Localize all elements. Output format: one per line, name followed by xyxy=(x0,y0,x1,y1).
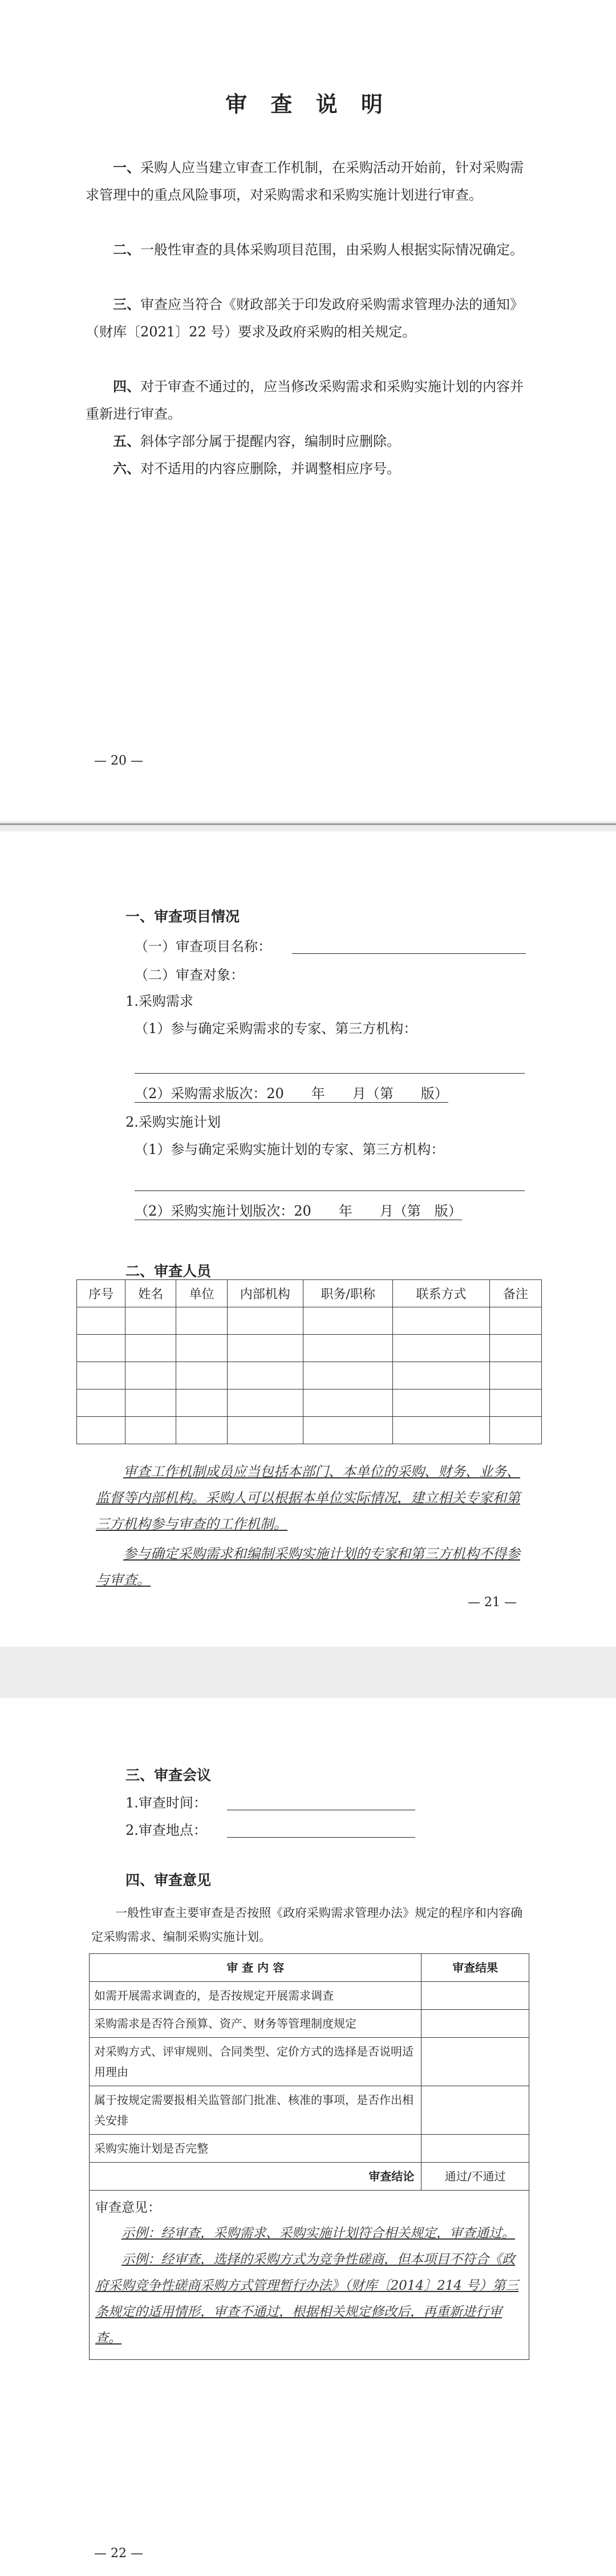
table-header: 职务/职称 xyxy=(303,1280,392,1307)
review-time-label: 1.审查时间： xyxy=(125,1795,207,1811)
table-header: 备注 xyxy=(489,1280,541,1307)
page-3 xyxy=(0,1698,616,2576)
table-header: 审查结果 xyxy=(422,1954,529,1982)
section-heading: 一、审查项目情况 xyxy=(125,908,240,925)
item-number: 三、 xyxy=(113,296,140,312)
review-item: 采购需求是否符合预算、资产、财务等管理制度规定 xyxy=(90,2010,422,2038)
table-row[interactable] xyxy=(77,1417,542,1444)
instruction-item-3 xyxy=(86,291,530,346)
requirement-experts-field[interactable] xyxy=(135,1073,525,1074)
table-row[interactable] xyxy=(90,2135,529,2163)
page-title: 审 查 说 明 xyxy=(225,91,391,117)
page-number: — 21 — xyxy=(468,1595,517,1610)
table-row[interactable] xyxy=(77,1307,542,1335)
table-row[interactable] xyxy=(90,2010,529,2038)
item-number: 六、 xyxy=(113,460,140,477)
item-number: 四、 xyxy=(113,378,140,395)
requirement-experts-label: （1）参与确定采购需求的专家、第三方机构： xyxy=(135,1021,418,1037)
requirement-version-text: （2）采购需求版次：20 年 月（第 版） xyxy=(135,1082,448,1103)
page-1 xyxy=(0,0,616,821)
item-number: 一、 xyxy=(113,159,140,176)
page-divider xyxy=(0,823,616,825)
table-header: 审 查 内 容 xyxy=(90,1954,422,1982)
reminder-note: 参与确定采购需求和编制采购实施计划的专家和第三方机构不得参与审查。 xyxy=(96,1546,520,1588)
page-number: — 20 — xyxy=(94,754,143,768)
reminder-note: 审查工作机制成员应当包括本部门、本单位的采购、财务、业务、监督等内部机构。采购人可以根据本单位实际情况，建立相关专家和第三方机构参与审查的工作机制。 xyxy=(96,1464,520,1532)
opinion-label: 审查意见： xyxy=(95,2200,161,2215)
table-row[interactable] xyxy=(90,1982,529,2010)
table-row[interactable] xyxy=(77,1362,542,1389)
review-item: 采购实施计划是否完整 xyxy=(90,2135,422,2163)
page-number: — 22 — xyxy=(94,2546,143,2561)
item-text: 对于审查不通过的，应当修改采购需求和采购实施计划的内容并重新进行审查。 xyxy=(86,379,524,422)
opinion-row xyxy=(90,2191,529,2360)
conclusion-label: 审查结论 xyxy=(90,2163,422,2191)
instruction-item-2 xyxy=(86,236,530,263)
page-2 xyxy=(0,831,616,1647)
instruction-item-1 xyxy=(86,154,530,209)
plan-experts-label: （1）参与确定采购实施计划的专家、第三方机构： xyxy=(135,1141,445,1157)
result-cell[interactable] xyxy=(422,2086,529,2135)
review-object-label: （二）审查对象： xyxy=(135,967,244,983)
review-item: 如需开展需求调查的，是否按规定开展需求调查 xyxy=(90,1982,422,2010)
plan-version-text: （2）采购实施计划版次：20 年 月（第 版） xyxy=(135,1200,462,1220)
review-table xyxy=(89,1953,529,2360)
instruction-item-6 xyxy=(86,455,530,482)
result-cell[interactable] xyxy=(422,1982,529,2010)
item-number: 二、 xyxy=(113,241,140,258)
instruction-item-4 xyxy=(86,373,530,428)
review-place-field[interactable] xyxy=(227,1837,415,1838)
table-header: 单位 xyxy=(176,1280,227,1307)
item-text: 斜体字部分属于提醒内容，编制时应删除。 xyxy=(140,433,400,449)
table-row[interactable] xyxy=(77,1389,542,1417)
item-text: 审查应当符合《财政部关于印发政府采购需求管理办法的通知》（财库〔2021〕22 号）要求及政府采购的相关规定。 xyxy=(86,296,524,340)
opinion-example: 示例：经审查，选择的采购方式为竞争性磋商，但本项目不符合《政府采购竞争性磋商采购方式管理暂行办法》（财库〔2014〕214 号）第三条规定的适用情形，审查不通过，根据相关规定修改后，再重新进行审查。 xyxy=(95,2252,519,2346)
conclusion-row xyxy=(90,2163,529,2191)
item-text: 对不适用的内容应删除，并调整相应序号。 xyxy=(140,461,400,477)
instruction-item-5 xyxy=(86,428,530,455)
result-cell[interactable] xyxy=(422,2135,529,2163)
result-cell[interactable] xyxy=(422,2038,529,2086)
review-item: 对采购方式、评审规则、合同类型、定价方式的选择是否说明适用理由 xyxy=(90,2038,422,2086)
table-row[interactable] xyxy=(90,2038,529,2086)
conclusion-value[interactable]: 通过/不通过 xyxy=(422,2163,529,2191)
plan-version[interactable] xyxy=(135,1200,462,1220)
table-header: 联系方式 xyxy=(393,1280,489,1307)
section-heading: 三、审查会议 xyxy=(125,1767,212,1783)
staff-table xyxy=(76,1279,542,1444)
result-cell[interactable] xyxy=(422,2010,529,2038)
section-heading: 二、审查人员 xyxy=(125,1263,212,1279)
opinion-cell[interactable] xyxy=(90,2191,529,2360)
table-row[interactable] xyxy=(77,1335,542,1362)
review-place-label: 2.审查地点： xyxy=(125,1822,207,1838)
item-text: 一般性审查的具体采购项目范围，由采购人根据实际情况确定。 xyxy=(140,242,524,258)
project-name-label: （一）审查项目名称： xyxy=(135,938,271,954)
opinion-example: 示例：经审查，采购需求、采购实施计划符合相关规定，审查通过。 xyxy=(121,2226,515,2241)
table-header: 内部机构 xyxy=(227,1280,303,1307)
table-header: 姓名 xyxy=(125,1280,176,1307)
table-header: 序号 xyxy=(77,1280,125,1307)
requirement-version[interactable] xyxy=(135,1082,448,1103)
review-intro: 一般性审查主要审查是否按照《政府采购需求管理办法》规定的程序和内容确定采购需求、编制采购实施计划。 xyxy=(91,1906,522,1944)
item-number: 五、 xyxy=(113,433,140,449)
project-name-field[interactable] xyxy=(292,953,526,954)
review-item: 属于按规定需要报相关监管部门批准、核准的事项，是否作出相关安排 xyxy=(90,2086,422,2135)
plan-heading: 2.采购实施计划 xyxy=(125,1114,221,1130)
item-text: 采购人应当建立审查工作机制，在采购活动开始前，针对采购需求管理中的重点风险事项，对采购需求和采购实施计划进行审查。 xyxy=(86,160,524,203)
table-row[interactable] xyxy=(90,2086,529,2135)
section-heading: 四、审查意见 xyxy=(125,1872,212,1888)
requirement-heading: 1.采购需求 xyxy=(125,993,193,1009)
